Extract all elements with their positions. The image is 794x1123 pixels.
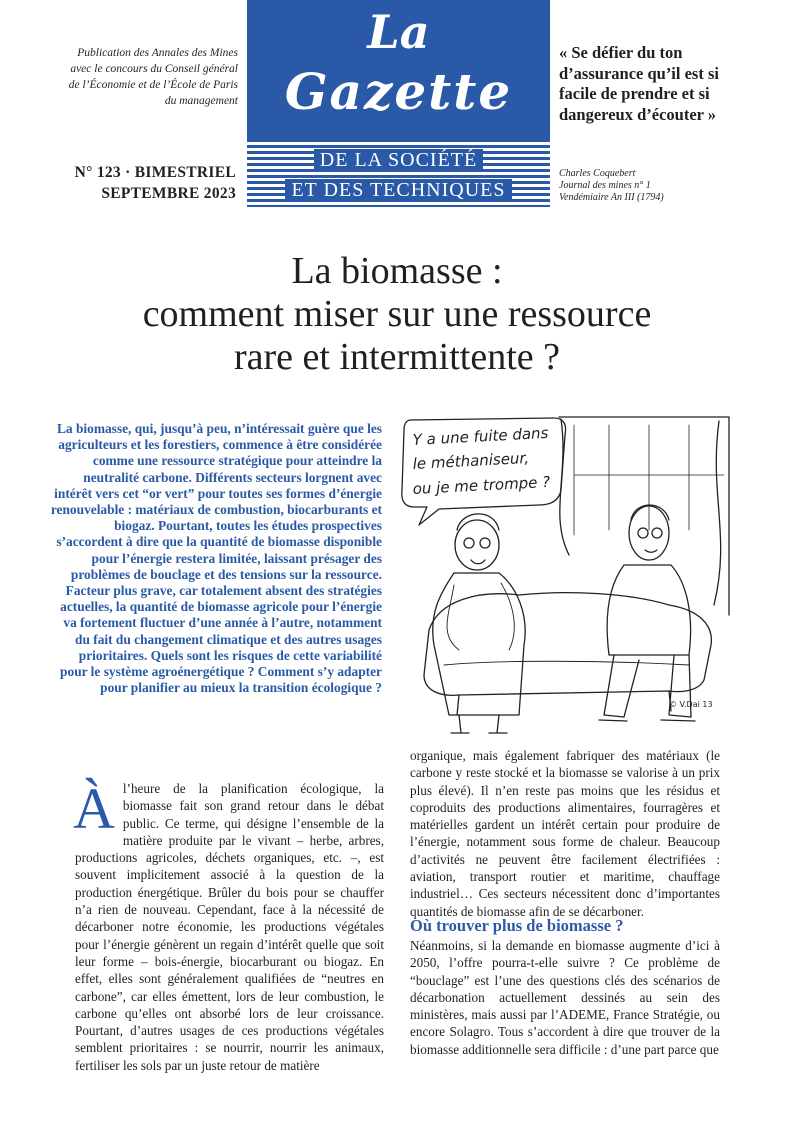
- column-1-text: l’heure de la planification écologique, la biomasse fait son grand retour dans le débat public. Ce terme, qui désigne l’ensemble de la matière produite par le vivant – herbe, arbres, productions agricoles, déchets organiques, etc. –, est souvent implicitement associé à la question de la production énergétique. Brûler du bois pour se chauffer n’a rien de nouveau. Cependant, face à la nécessité de décarboner notre économie, les productions végétales pour l’énergie génèrent un regain d’intérêt quelle que soit leur forme – bois-énergie, biocarburant ou biogaz. En effet, elles sont généralement qualifiées de “neutres en carbone”, car elles émettent, lors de leur combustion, le carbone qu’elles ont absorbé lors de leur croissance. Pourtant, d’autres usages de ces productions végétales semblent prioritaires : se nourrir, nourrir les animaux, fertiliser les sols par un juste retour de matière: [75, 781, 384, 1073]
- cartoon-speech-line2: le méthaniseur,: [412, 448, 530, 473]
- masthead-logo: [247, 0, 550, 142]
- masthead-subtitle-band: [247, 145, 550, 207]
- article-standfirst: La biomasse, qui, jusqu’à peu, n’intéressait guère que les agriculteurs et les forestiers, commence à être considérée comme une ressource stratégique pour atteindre la neutralité carbone. Différents secteurs lorgnent avec intérêt vers cet “or vert” pour toutes ses formes d’énergie renouvelable : matériaux de combustion, biocarburants et biogaz. Pourtant, toutes les études prospectives s’accordent à dire que la quantité de biomasse disponible pour l’énergie restera limitée, laissant présager des problèmes de bouclage et des tensions sur la ressource. Facteur plus grave, car totalement absent des stratégies actuelles, la quantité de biomasse agricole pour l’énergie va fortement fluctuer d’une année à l’autre, notamment du fait du changement climatique et des autres usages prioritaires. Quels sont les risques de cette variabilité pour le système agroénergétique ? Comment s’y adapter pour planifier au mieux la transition écologique ?: [50, 421, 382, 696]
- article-column-2-bottom: Néanmoins, si la demande en biomasse augmente d’ici à 2050, l’offre pourra-t-elle suivre ? Ce problème de “bouclage” est l’une des questions clés des scénarios de décarbonation actuellement dessinés au sein des ministères, mais aussi par l’ADEME, France Stratégie, ou encore Solagro. Tous s’accordent à dire que trouver de la biomasse additionnelle sera difficile : d’une part parce que: [410, 938, 720, 1057]
- cartoon-illustration: [399, 415, 735, 740]
- epigraph-author: Charles Coquebert: [559, 168, 636, 179]
- issue-date: SEPTEMBRE 2023: [101, 185, 236, 202]
- issue-number: N° 123 · BIMESTRIEL: [74, 164, 236, 181]
- headline-line-1: La biomasse :: [291, 250, 503, 292]
- article-column-2-top: organique, mais également fabriquer des matériaux (le carbone y reste stocké et la biomasse se valorise à un prix plus élevé). Il n’en reste pas moins que les résidus et coproduits des productions alimentaires, fourragères et matérielles gardent un intérêt certain pour produire de l’énergie, notamment sous forme de chaleur. Beaucoup d’activités ne peuvent être facilement électrifiées : aviation, transport routier et maritime, chauffage industriel… Ces secteurs nécessitent donc d’importantes quantités de biomasse afin de se décarboner.: [410, 748, 720, 919]
- masthead-title-la: La: [367, 5, 430, 59]
- headline-line-3: rare et intermittente ?: [234, 336, 560, 378]
- headline-line-2: comment miser sur une ressource: [142, 293, 652, 335]
- issue-info: [60, 162, 236, 204]
- masthead-subtitle-line1: DE LA SOCIÉTÉ: [314, 149, 483, 171]
- article-subhead: Où trouver plus de biomasse ?: [410, 916, 624, 935]
- epigraph-attribution: [559, 168, 759, 204]
- masthead-subtitle-line2: ET DES TECHNIQUES: [285, 179, 511, 201]
- article-headline: [40, 250, 754, 379]
- epigraph-source-1: Journal des mines n° 1: [559, 180, 651, 191]
- cartoon-speech-line1: Y a une fuite dans: [412, 423, 549, 449]
- epigraph-source-2: Vendémiaire An III (1794): [559, 192, 664, 203]
- publisher-note: Publication des Annales des Mines avec le concours du Conseil général de l’Économie et de l’École de Paris du management: [68, 47, 238, 107]
- article-column-1: [73, 776, 384, 1074]
- dropcap: À: [73, 776, 115, 841]
- cartoon-signature: © V.Dai 13: [669, 700, 713, 709]
- epigraph-quote: « Se défier du ton d’assurance qu’il est si facile de prendre et si dangereux d’écouter »: [559, 43, 719, 124]
- masthead-title-gazette: Gazette: [284, 62, 513, 121]
- cartoon-speech-line3: ou je me trompe ?: [412, 472, 551, 498]
